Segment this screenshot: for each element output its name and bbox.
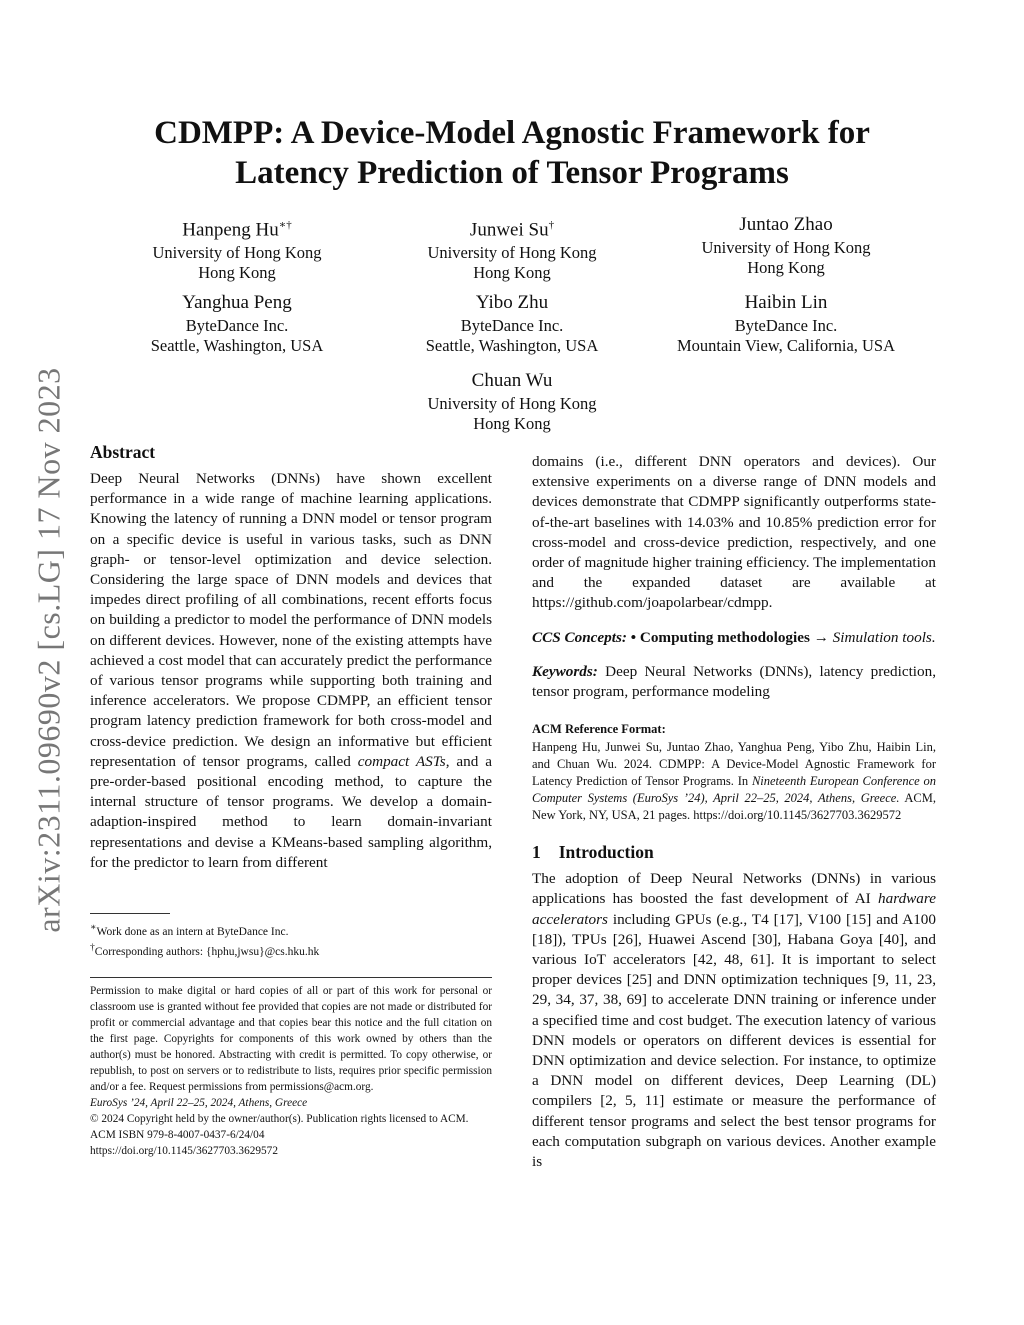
author-affiliation: University of Hong Kong <box>427 243 597 263</box>
introduction-heading <box>532 842 936 863</box>
author-affiliation: ByteDance Inc. <box>185 316 289 335</box>
permission-venue <box>90 1095 492 1111</box>
title-line-2: Latency Prediction of Tensor Programs <box>235 155 789 191</box>
acm-reference-venue: Nineteenth European Conference on Computer Systems (EuroSys ’24), April 22–25, 2024, Athens, Greece. <box>532 774 937 806</box>
permission-divider <box>90 977 492 978</box>
author-block <box>97 213 377 283</box>
abstract-italic-term: compact ASTs <box>357 752 446 770</box>
ccs-arrow: → <box>813 628 829 646</box>
introduction-text <box>532 869 936 1172</box>
keywords <box>532 662 936 702</box>
author-location: Mountain View, California, USA <box>676 336 896 355</box>
author-location: Hong Kong <box>473 263 551 283</box>
ccs-subconcept: Simulation tools. <box>832 628 936 646</box>
author-affiliation: ByteDance Inc. <box>460 316 564 335</box>
abstract-heading: Abstract <box>90 442 156 462</box>
author-mark: † <box>548 219 555 231</box>
author-name: Yibo Zhu <box>475 292 549 313</box>
acm-reference-text <box>532 739 936 824</box>
abstract-text-part: , and a pre-order-based positional encoding method, to capture the internal structure of tensor programs. We develop a domain-adaption-inspired method to learn domain-invariant representations and devise a KMeans-based sampling algorithm, for the predictor to learn from different <box>90 752 492 871</box>
ccs-concept: Computing methodologies <box>639 628 810 646</box>
section-number: 1 <box>532 842 541 863</box>
author-name: Chuan Wu <box>471 370 553 391</box>
author-name: Hanpeng Hu <box>182 219 279 241</box>
footnote-2: †Corresponding authors: {hphu,jwsu}@cs.hku.hk <box>90 941 320 958</box>
permission-isbn: ACM ISBN 979-8-4007-0437-6/24/04 <box>90 1129 265 1141</box>
right-column <box>532 452 936 1172</box>
intro-text-part: including GPUs (e.g., T4 [17], V100 [15] and A100 [18]), TPUs [26], Huawei Ascend [30], Habana Goya [40], and various IoT accelerators [42, 48, 61]. It is important to select proper devices [25] and DNN optimization techniques [9, 11, 23, 29, 34, 37, 38, 69] to accelerate DNN training or inference under a specified time and cost budget. The execution latency of various DNN models or operators on different devices is essential for DNN optimization and device selection. For instance, to optimize a DNN model on different devices, Deep Learning (DL) compilers [2, 5, 11] estimate or measure the performance of different tensor programs and select the best tensor programs for each computation subgraph on various devices. Another example is <box>532 910 936 1171</box>
author-affiliation: University of Hong Kong <box>152 243 322 263</box>
acm-reference-heading: ACM Reference Format: <box>532 722 666 737</box>
author-block <box>646 213 926 278</box>
footnote-divider <box>90 913 170 914</box>
acm-reference-part: Hanpeng Hu, Junwei Su, Juntao Zhao, Yanghua Peng, Yibo Zhu, Haibin Lin, and Chuan Wu. 2024. CDMPP: A Device-Model Agnostic Framework for Latency Prediction of Tensor Programs. In <box>532 740 936 789</box>
section-title: Introduction <box>558 842 654 863</box>
keywords-label: Keywords: <box>532 662 598 680</box>
author-block <box>372 213 652 283</box>
author-affiliation: University of Hong Kong <box>701 238 871 257</box>
author-name: Juntao Zhao <box>739 214 833 235</box>
abstract-section <box>90 442 492 873</box>
author-name: Junwei Su <box>469 219 549 241</box>
abstract-text <box>90 469 492 873</box>
author-name: Haibin Lin <box>744 292 828 313</box>
author-affiliation: ByteDance Inc. <box>734 316 838 335</box>
footnotes <box>90 920 492 960</box>
footnote-2-text: Corresponding authors: {hphu,jwsu}@cs.hku.hk <box>94 945 320 958</box>
footnote-1-text: Work done as an intern at ByteDance Inc. <box>96 925 289 938</box>
author-mark: ∗† <box>278 219 292 231</box>
author-block <box>372 291 652 356</box>
ccs-label: CCS Concepts: <box>532 628 627 646</box>
venue-text: EuroSys ’24, April 22–25, 2024, Athens, Greece <box>90 1097 308 1109</box>
intro-italic-term: hardware accelerators <box>532 890 936 928</box>
permission-copyright: © 2024 Copyright held by the owner/author(s). Publication rights licensed to ACM. <box>90 1113 469 1125</box>
author-location: Hong Kong <box>747 258 825 277</box>
intro-text-part: The adoption of Deep Neural Networks (DNNs) in various applications has boosted the fast development of AI <box>532 870 936 908</box>
ccs-concepts <box>532 628 936 648</box>
abstract-text-part: Deep Neural Networks (DNNs) have shown excellent performance in a wide range of machine learning applications. Knowing the latency of running a DNN model or tensor program on a specific device is useful in various tasks, such as DNN graph- or tensor-level optimization and device selection. Considering the large space of DNN models and devices that impedes direct profiling of all combinations, recent efforts focus on building a predictor to model the performance of DNN models on different devices. However, none of the existing attempts have achieved a cost model that can accurately predict the performance of various tensor programs while supporting both training and inference accelerators. We propose CDMPP, an efficient tensor program latency prediction framework for both cross-model and cross-device prediction. We design an informative but efficient representation of tensor programs, called <box>90 470 492 770</box>
ccs-bullet: • <box>630 628 637 646</box>
author-affiliation: University of Hong Kong <box>427 394 597 413</box>
arxiv-identifier: arXiv:2311.09690v2 [cs.LG] 17 Nov 2023 <box>30 367 67 933</box>
author-location: Seattle, Washington, USA <box>150 336 324 355</box>
acm-reference-part: ACM, New York, NY, USA, 21 pages. https://doi.org/10.1145/3627703.3629572 <box>532 791 936 823</box>
author-location: Seattle, Washington, USA <box>425 336 599 355</box>
paper-title <box>90 113 934 193</box>
author-location: Hong Kong <box>473 414 551 433</box>
author-location: Hong Kong <box>198 263 276 283</box>
title-line-1: CDMPP: A Device-Model Agnostic Framework for <box>154 115 870 151</box>
footnote-1: ∗Work done as an intern at ByteDance Inc. <box>90 922 289 938</box>
author-block <box>646 291 926 356</box>
permission-text: Permission to make digital or hard copies of all or part of this work for personal or classroom use is granted without fee provided that copies are not made or distributed for profit or commercial advantage and that copies bear this notice and the full citation on the first page. Copyrights for components of this work owned by others than the author(s) must be honored. Abstracting with credit is permitted. To copy otherwise, or republish, to post on servers or to redistribute to lists, requires prior specific permission and/or a fee. Request permissions from permissions@acm.org. <box>90 985 492 1093</box>
author-name: Yanghua Peng <box>182 292 292 313</box>
permission-block <box>90 983 492 1159</box>
permission-doi[interactable]: https://doi.org/10.1145/3627703.3629572 <box>90 1145 278 1157</box>
author-block <box>97 291 377 356</box>
keywords-text: Deep Neural Networks (DNNs), latency prediction, tensor program, performance modeling <box>532 662 936 701</box>
author-block <box>372 369 652 434</box>
abstract-continued: domains (i.e., different DNN operators and devices). Our extensive experiments on a diverse range of DNN models and devices demonstrate that CDMPP significantly outperforms state-of-the-art baselines with 14.03% and 10.85% prediction error for cross-model and cross-device prediction, respectively, and one order of magnitude higher training efficiency. The implementation and the expanded dataset are available at https://github.com/joapolarbear/cdmpp. <box>532 453 936 612</box>
